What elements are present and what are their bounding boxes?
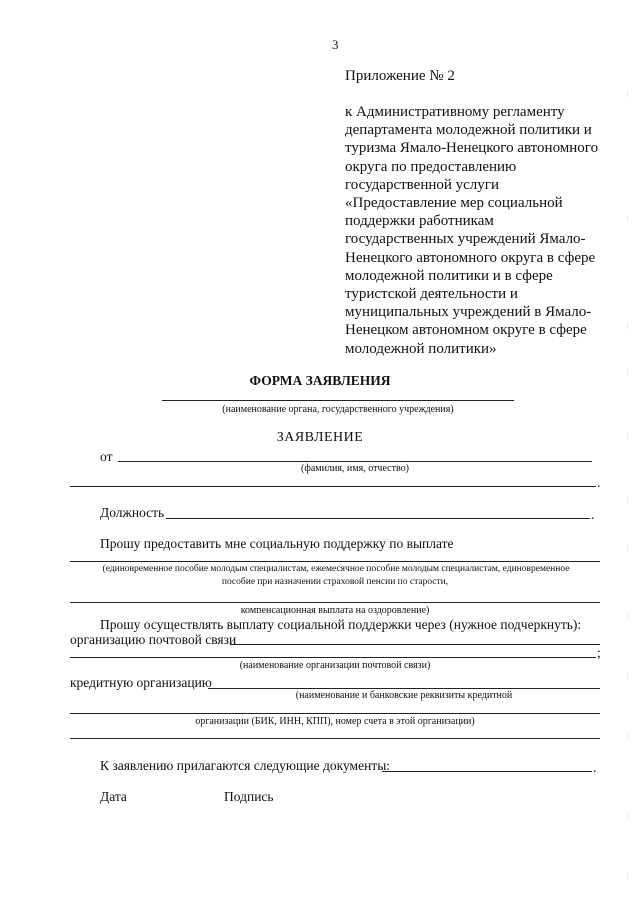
credit-line-3[interactable] [70, 738, 600, 739]
scan-artifact: ⋮ [624, 872, 631, 880]
appendix-title: Приложение № 2 [345, 68, 455, 84]
appendix-line: Ненецком автономном округе в сфере [345, 322, 587, 339]
appendix-line: «Предоставление мер социальной [345, 195, 563, 212]
credit-caption-1: (наименование и банковские реквизиты кредитной [295, 690, 513, 701]
application-heading: ЗАЯВЛЕНИЕ [276, 430, 364, 445]
credit-label: кредитную организацию [70, 675, 212, 690]
appendix-line: округа по предоставлению [345, 158, 517, 175]
appendix-line: туризма Ямало-Ненецкого автономного [345, 140, 599, 157]
request-text: Прошу предоставить мне социальную поддержку по выплате [100, 536, 454, 551]
credit-caption-2: организации (БИК, ИНН, КПП), номер счета в этой организации) [195, 716, 475, 727]
position-label: Должность [100, 505, 165, 520]
fio-line[interactable] [118, 461, 592, 462]
postal-line-2[interactable] [70, 657, 596, 658]
scan-artifact: ⋮ [624, 732, 631, 740]
scan-artifact: ⋮ [624, 215, 631, 223]
appendix-line: государственной услуги [345, 176, 499, 193]
organ-name-line[interactable] [162, 400, 514, 401]
appendix-text [345, 103, 598, 358]
organ-caption: (наименование органа, государственного учреждения) [222, 404, 454, 415]
period: . [597, 475, 601, 490]
scan-artifact: ⋮ [624, 368, 631, 376]
scan-artifact: ⋮ [624, 612, 631, 620]
date-label: Дата [100, 789, 127, 804]
scan-artifact: ⋮ [624, 812, 631, 820]
scan-artifact: ⋮ [624, 497, 631, 505]
appendix-line: молодежной политики» [345, 340, 497, 357]
scan-artifact: ⋮ [624, 90, 631, 98]
from-label: от [100, 449, 113, 464]
docs-line[interactable] [382, 771, 592, 772]
fio-caption: (фамилия, имя, отчество) [301, 463, 409, 474]
payment-line-2[interactable] [70, 602, 600, 603]
postal-caption: (наименование организации почтовой связи) [239, 660, 431, 671]
scan-artifact: ⋮ [624, 672, 631, 680]
appendix-line: Ненецкого автономного округа в сфере [345, 249, 596, 266]
appendix-line: муниципальных учреждений в Ямало- [345, 304, 592, 321]
docs-label: К заявлению прилагаются следующие документы: [100, 758, 391, 773]
scan-artifact: ⋮ [624, 322, 631, 330]
appendix-line: молодежной политики и в сфере [345, 267, 553, 284]
appendix-line: к Административному регламенту [345, 104, 565, 120]
payment-caption-1: (единовременное пособие молодым специалистам, ежемесячное пособие молодым специалистам, единовременное [102, 564, 570, 574]
appendix-line: государственных учреждений Ямало- [345, 231, 586, 248]
semicolon: ; [597, 645, 601, 660]
scan-artifact: ⋮ [624, 545, 631, 553]
appendix-line: туристской деятельности и [345, 286, 518, 303]
page-number: 3 [332, 37, 339, 52]
payment-line[interactable] [70, 561, 600, 562]
signature-label: Подпись [224, 789, 274, 804]
form-title: ФОРМА ЗАЯВЛЕНИЯ [249, 373, 391, 388]
payment-caption-3: компенсационная выплата на оздоровление) [240, 605, 430, 616]
credit-line-2[interactable] [70, 713, 600, 714]
appendix-line: поддержки работникам [345, 213, 494, 230]
period: . [593, 760, 597, 775]
payout-request: Прошу осуществлять выплату социальной поддержки через (нужное подчеркнуть): [100, 617, 582, 632]
credit-line[interactable] [208, 688, 600, 689]
position-line[interactable] [166, 518, 590, 519]
postal-line[interactable] [230, 644, 600, 645]
postal-label: организацию почтовой связи [70, 632, 237, 647]
fio-line-2[interactable] [70, 486, 596, 487]
appendix-line: департамента молодежной политики и [345, 122, 592, 139]
period: . [591, 507, 595, 522]
payment-caption-2: пособие при назначении страховой пенсии по старости, [221, 577, 449, 587]
scan-artifact: ⋮ [624, 433, 631, 441]
